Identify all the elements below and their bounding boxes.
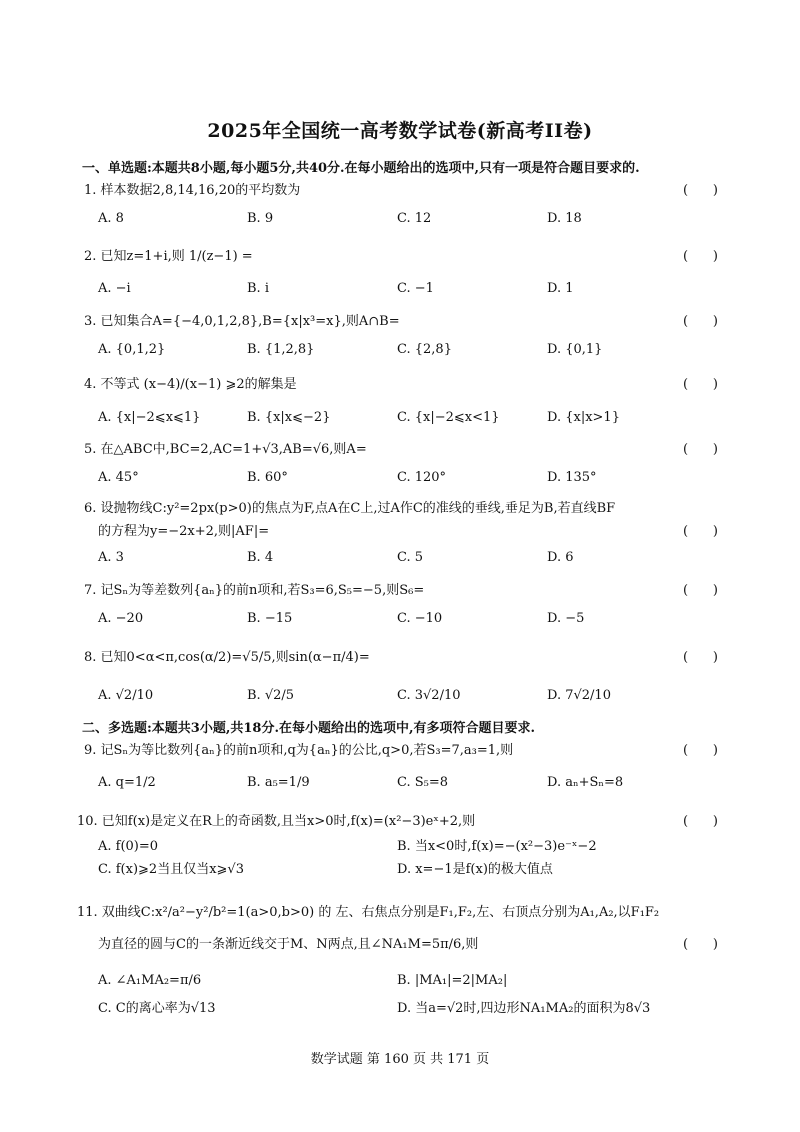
- question-3-stem: 3. 已知集合A={−4,0,1,2,8},B={x|x³=x},则A∩B=: [84, 314, 400, 329]
- q1-option-a: A. 8: [98, 211, 124, 226]
- question-4-stem: 4. 不等式 (x−4)/(x−1) ⩾2的解集是: [84, 377, 297, 392]
- q8-option-d: D. 7√2/10: [547, 688, 611, 703]
- q4-option-a: A. {x|−2⩽x⩽1}: [98, 410, 201, 425]
- q5-option-a: A. 45°: [98, 470, 139, 485]
- answer-paren: ( ): [683, 937, 718, 952]
- q8-option-c: C. 3√2/10: [397, 688, 461, 703]
- q11-option-d: D. 当a=√2时,四边形NA₁MA₂的面积为8√3: [397, 1001, 651, 1016]
- q1-option-b: B. 9: [247, 211, 274, 226]
- question-7-stem: 7. 记Sₙ为等差数列{aₙ}的前n项和,若S₃=6,S₅=−5,则S₆=: [84, 583, 425, 598]
- q9-option-a: A. q=1/2: [98, 775, 156, 790]
- q5-option-d: D. 135°: [547, 470, 597, 485]
- q6-option-a: A. 3: [98, 550, 124, 565]
- section-heading-single-choice: 一、单选题:本题共8小题,每小题5分,共40分.在每小题给出的选项中,只有一项是符合题目要求的.: [82, 161, 640, 176]
- answer-paren: ( ): [683, 814, 718, 829]
- page-footer: 数学试题 第 160 页 共 171 页: [310, 1052, 490, 1067]
- section-heading-multi-choice: 二、多选题:本题共3小题,共18分.在每小题给出的选项中,有多项符合题目要求.: [82, 721, 536, 736]
- answer-paren: ( ): [683, 314, 718, 329]
- question-11-stem-line1: 11. 双曲线C:x²/a²−y²/b²=1(a>0,b>0) 的 左、右焦点分别是F₁,F₂,左、右顶点分别为A₁,A₂,以F₁F₂: [77, 905, 660, 920]
- q7-option-d: D. −5: [547, 611, 585, 626]
- q11-option-c: C. C的离心率为√13: [98, 1001, 216, 1016]
- q7-option-a: A. −20: [98, 611, 144, 626]
- q9-option-c: C. S₅=8: [397, 775, 449, 790]
- q7-option-b: B. −15: [247, 611, 293, 626]
- answer-paren: ( ): [683, 183, 718, 198]
- question-1-stem: 1. 样本数据2,8,14,16,20的平均数为: [84, 183, 301, 198]
- answer-paren: ( ): [683, 583, 718, 598]
- q4-option-c: C. {x|−2⩽x<1}: [397, 410, 500, 425]
- question-10-stem: 10. 已知f(x)是定义在R上的奇函数,且当x>0时,f(x)=(x²−3)eˣ+2,则: [77, 814, 476, 829]
- q7-option-c: C. −10: [397, 611, 443, 626]
- q9-option-d: D. aₙ+Sₙ=8: [547, 775, 624, 790]
- answer-paren: ( ): [683, 743, 718, 758]
- q10-option-b: B. 当x<0时,f(x)=−(x²−3)e⁻ˣ−2: [397, 839, 597, 854]
- question-8-stem: 8. 已知0<α<π,cos(α/2)=√5/5,则sin(α−π/4)=: [84, 650, 370, 665]
- question-6-stem-line1: 6. 设抛物线C:y²=2px(p>0)的焦点为F,点A在C上,过A作C的准线的垂线,垂足为B,若直线BF: [84, 501, 616, 516]
- question-6-stem-line2: 的方程为y=−2x+2,则|AF|=: [98, 524, 270, 539]
- q10-option-c: C. f(x)⩾2当且仅当x⩾√3: [98, 862, 244, 877]
- q5-option-b: B. 60°: [247, 470, 288, 485]
- question-5-stem: 5. 在△ABC中,BC=2,AC=1+√3,AB=√6,则A=: [84, 442, 367, 457]
- q2-option-c: C. −1: [397, 281, 434, 296]
- q2-option-a: A. −i: [98, 281, 131, 296]
- q9-option-b: B. a₅=1/9: [247, 775, 310, 790]
- question-11-stem-line2: 为直径的圆与C的一条渐近线交于M、N两点,且∠NA₁M=5π/6,则: [98, 937, 479, 952]
- question-9-stem: 9. 记Sₙ为等比数列{aₙ}的前n项和,q为{aₙ}的公比,q>0,若S₃=7,a₃=1,则: [84, 743, 514, 758]
- q4-option-d: D. {x|x>1}: [547, 410, 620, 425]
- q3-option-c: C. {2,8}: [397, 342, 452, 357]
- q2-option-b: B. i: [247, 281, 269, 296]
- q3-option-d: D. {0,1}: [547, 342, 603, 357]
- q6-option-c: C. 5: [397, 550, 424, 565]
- q1-option-c: C. 12: [397, 211, 432, 226]
- q2-option-d: D. 1: [547, 281, 574, 296]
- q11-option-b: B. |MA₁|=2|MA₂|: [397, 973, 508, 988]
- answer-paren: ( ): [683, 377, 718, 392]
- question-2-stem: 2. 已知z=1+i,则 1/(z−1) =: [84, 249, 253, 264]
- q5-option-c: C. 120°: [397, 470, 447, 485]
- q1-option-d: D. 18: [547, 211, 582, 226]
- answer-paren: ( ): [683, 650, 718, 665]
- q6-option-b: B. 4: [247, 550, 274, 565]
- q11-option-a: A. ∠A₁MA₂=π/6: [98, 973, 202, 988]
- q3-option-a: A. {0,1,2}: [98, 342, 166, 357]
- page-title: 2025年全国统一高考数学试卷(新高考II卷): [207, 120, 593, 142]
- answer-paren: ( ): [683, 524, 718, 539]
- q8-option-b: B. √2/5: [247, 688, 295, 703]
- q10-option-d: D. x=−1是f(x)的极大值点: [397, 862, 553, 877]
- q8-option-a: A. √2/10: [98, 688, 154, 703]
- answer-paren: ( ): [683, 442, 718, 457]
- q6-option-d: D. 6: [547, 550, 574, 565]
- q3-option-b: B. {1,2,8}: [247, 342, 315, 357]
- q10-option-a: A. f(0)=0: [98, 839, 159, 854]
- q4-option-b: B. {x|x⩽−2}: [247, 410, 331, 425]
- answer-paren: ( ): [683, 249, 718, 264]
